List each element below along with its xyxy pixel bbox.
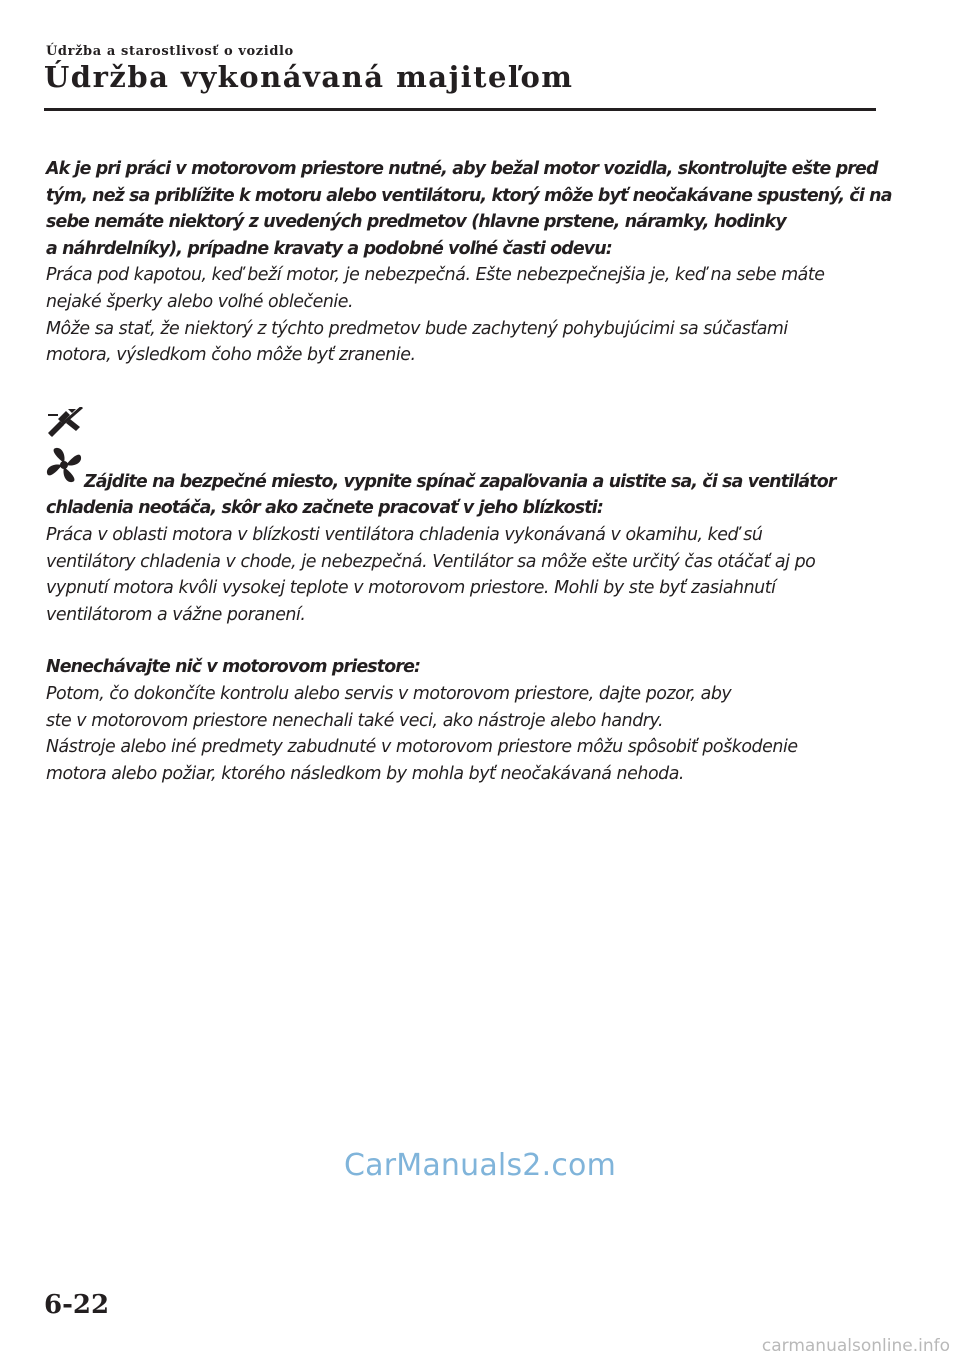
footer-watermark: carmanualsonline.info bbox=[761, 1336, 950, 1356]
warning-body-line: ventilátory chladenia v chode, je nebezpečná. Ventilátor sa môže ešte určitý čas otáčať aj po bbox=[46, 551, 816, 572]
no-tools-icon bbox=[46, 407, 84, 437]
warning-cooling-fan bbox=[46, 469, 876, 629]
warning-body-line: ventilátorom a vážne poranení. bbox=[46, 604, 306, 625]
warning-body-line: Môže sa stať, že niektorý z týchto predmetov bude zachytený pohybujúcimi sa súčasťami bbox=[46, 318, 788, 339]
warning-body-line: Potom, čo dokončíte kontrolu alebo servis v motorovom priestore, dajte pozor, aby bbox=[46, 683, 732, 704]
warning-heading-line: a náhrdelníky), prípadne kravaty a podobné voľné časti odevu: bbox=[46, 238, 612, 259]
warning-body-line: ste v motorovom priestore nenechali také veci, ako nástroje alebo handry. bbox=[46, 710, 664, 731]
warning-body-line: Práca pod kapotou, keď beží motor, je nebezpečná. Ešte nebezpečnejšia je, keď na sebe máte bbox=[46, 265, 825, 286]
page-content bbox=[46, 156, 892, 787]
warning-body-line: motora alebo požiar, ktorého následkom by mohla byť neočakávaná nehoda. bbox=[46, 763, 685, 784]
warning-heading-line: tým, než sa priblížite k motoru alebo ventilátoru, ktorý môže byť neočakávane spustený, či na bbox=[46, 185, 892, 206]
watermark: CarManuals2.com bbox=[343, 1148, 616, 1183]
warning-body-line: Práca v oblasti motora v blízkosti ventilátora chladenia vykonávaná v okamihu, keď sú bbox=[46, 524, 763, 545]
warning-heading-line: sebe nemáte niektorý z uvedených predmetov (hlavne prstene, náramky, hodinky bbox=[46, 212, 786, 233]
icon-area bbox=[46, 393, 876, 469]
warning-jewelry bbox=[46, 156, 892, 369]
warning-body-line: nejaké šperky alebo voľné oblečenie. bbox=[46, 291, 354, 312]
title-rule bbox=[44, 108, 876, 111]
warning-heading-line: chladenia neotáča, skôr ako začnete pracovať v jeho blízkosti: bbox=[46, 498, 603, 519]
warning-body-line: Nástroje alebo iné predmety zabudnuté v motorovom priestore môžu spôsobiť poškodenie bbox=[46, 737, 798, 758]
warning-heading-line: Ak je pri práci v motorovom priestore nutné, aby bežal motor vozidla, skontrolujte ešte pred bbox=[46, 159, 878, 179]
section-label: Údržba a starostlivosť o vozidlo bbox=[46, 44, 294, 59]
page-number: 6-22 bbox=[44, 1290, 110, 1320]
warning-body-line: motora, výsledkom čoho môže byť zranenie. bbox=[46, 345, 416, 366]
page-title: Údržba vykonávaná majiteľom bbox=[44, 60, 574, 94]
fan-icon bbox=[46, 447, 82, 483]
warning-body-line: vypnutí motora kvôli vysokej teplote v motorovom priestore. Mohli by ste byť zasiahnutí bbox=[46, 578, 776, 599]
warning-heading-line: Zájdite na bezpečné miesto, vypnite spínač zapaľovania a uistite sa, či sa ventilátor bbox=[84, 471, 836, 492]
warning-leave-nothing bbox=[46, 654, 876, 787]
warning-heading-line: Nenechávajte nič v motorovom priestore: bbox=[46, 657, 421, 678]
